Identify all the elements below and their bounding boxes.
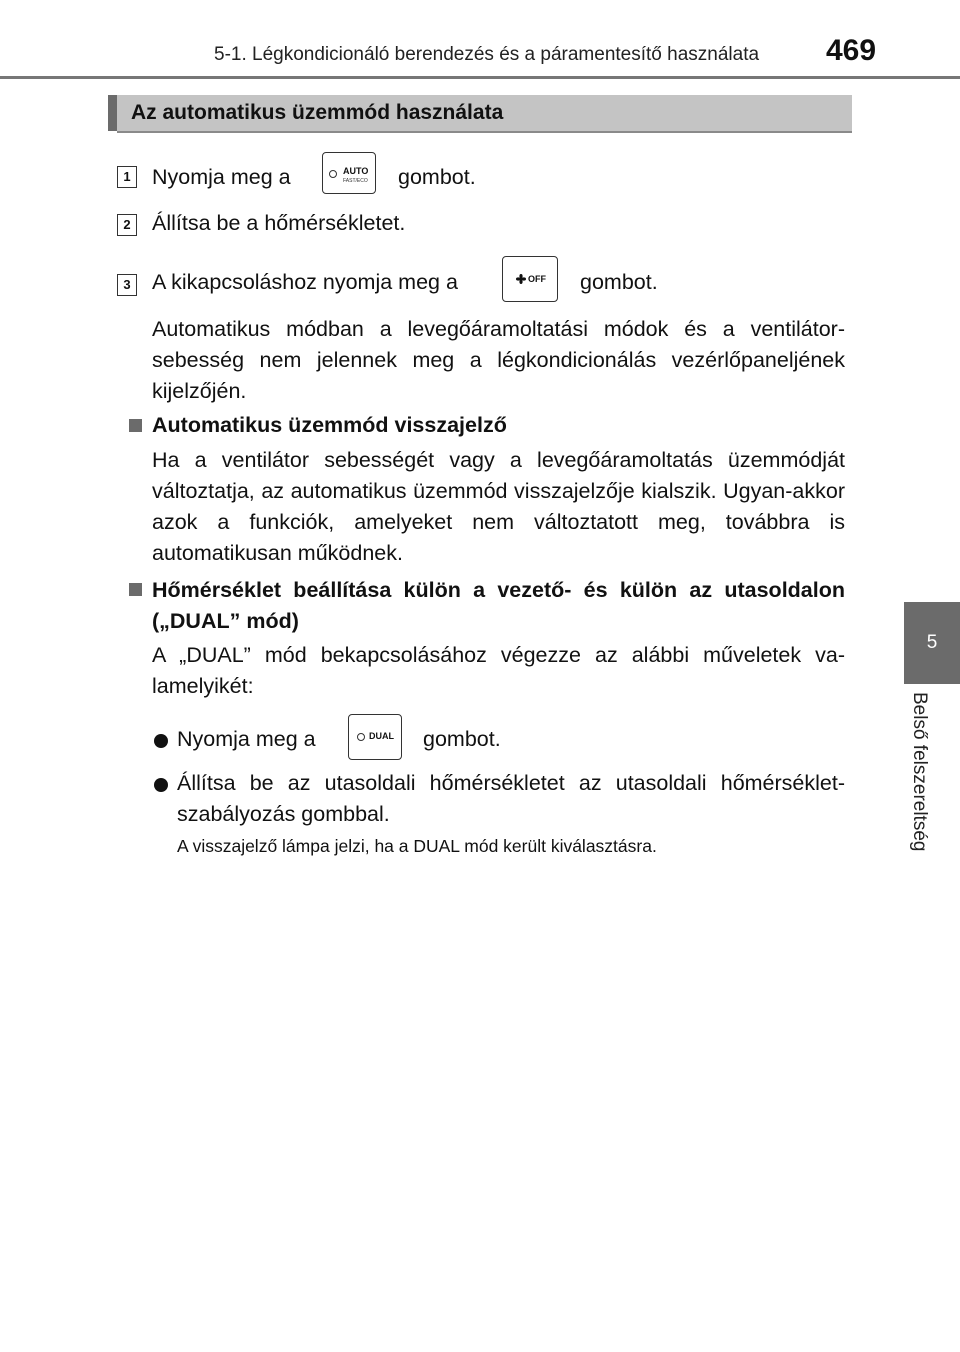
bullet-1-text-after: gombot. [423,727,501,751]
step-3-text-before: A kikapcsoláshoz nyomja meg a [152,270,458,294]
header-divider [0,76,960,79]
subsection-2-title: Hőmérséklet beállítása külön a vezető- és külön az utasoldalon („DUAL” mód) [152,578,845,633]
auto-button-sublabel: FAST/ECO [343,178,368,184]
section-heading [108,95,852,131]
chapter-label: Belső felszereltség [909,692,930,852]
bullet-point-2 [154,778,168,792]
section-title: Az automatikus üzemmód használata [131,101,504,124]
dual-button-icon [348,714,402,760]
indicator-dot-icon [329,170,337,178]
auto-button-icon [322,152,376,194]
running-header: 5-1. Légkondicionáló berendezés és a páramentesítő használata [214,44,760,65]
bullet-point-1 [154,734,168,748]
bullet-1-text-before: Nyomja meg a [177,727,316,751]
bullet-2-text: Állítsa be az utasoldali hőmérsékletet az utasoldali hőmérséklet-szabályozás gombbal. [177,771,845,826]
chapter-tab: 5 [904,602,960,684]
subsection-marker-2 [129,583,142,596]
step-number-2: 2 [117,214,137,236]
indicator-dot-icon [357,733,365,741]
step-2-text: Állítsa be a hőmérsékletet. [152,211,406,235]
step-number-1: 1 [117,166,137,188]
dual-indicator-note: A visszajelző lámpa jelzi, ha a DUAL mód került kiválasztásra. [177,836,657,856]
step-number-3: 3 [117,274,137,296]
subsection-marker-1 [129,419,142,432]
off-button-icon [502,256,558,302]
subsection-1-title: Automatikus üzemmód visszajelző [152,413,507,437]
step-1-text-after: gombot. [398,165,476,189]
auto-button-label: AUTO [343,166,369,176]
step-1-text-before: Nyomja meg a [152,165,291,189]
subsection-1-text: Ha a ventilátor sebességét vagy a levegőáramoltatás üzemmódját változtatja, az automatikus üzemmód visszajelzője kialszik. Ugyan-akkor azok a funkciók, amelyeket nem változtatott meg, továbbra is automatikusan működnek. [152,448,845,565]
auto-mode-note: Automatikus módban a levegőáramoltatási módok és a ventilátor-sebesség nem jelennek meg a légkondicionálás vezérlőpaneljének kijelzőjén. [152,317,845,403]
page-number: 469 [826,34,877,67]
dual-button-label: DUAL [369,731,394,741]
off-button-label: OFF [528,274,546,284]
step-3-text-after: gombot. [580,270,658,294]
subsection-2-text: A „DUAL” mód bekapcsolásához végezze az alábbi műveletek va-lamelyikét: [152,643,845,698]
fan-icon [516,274,526,284]
section-underline [117,131,852,133]
